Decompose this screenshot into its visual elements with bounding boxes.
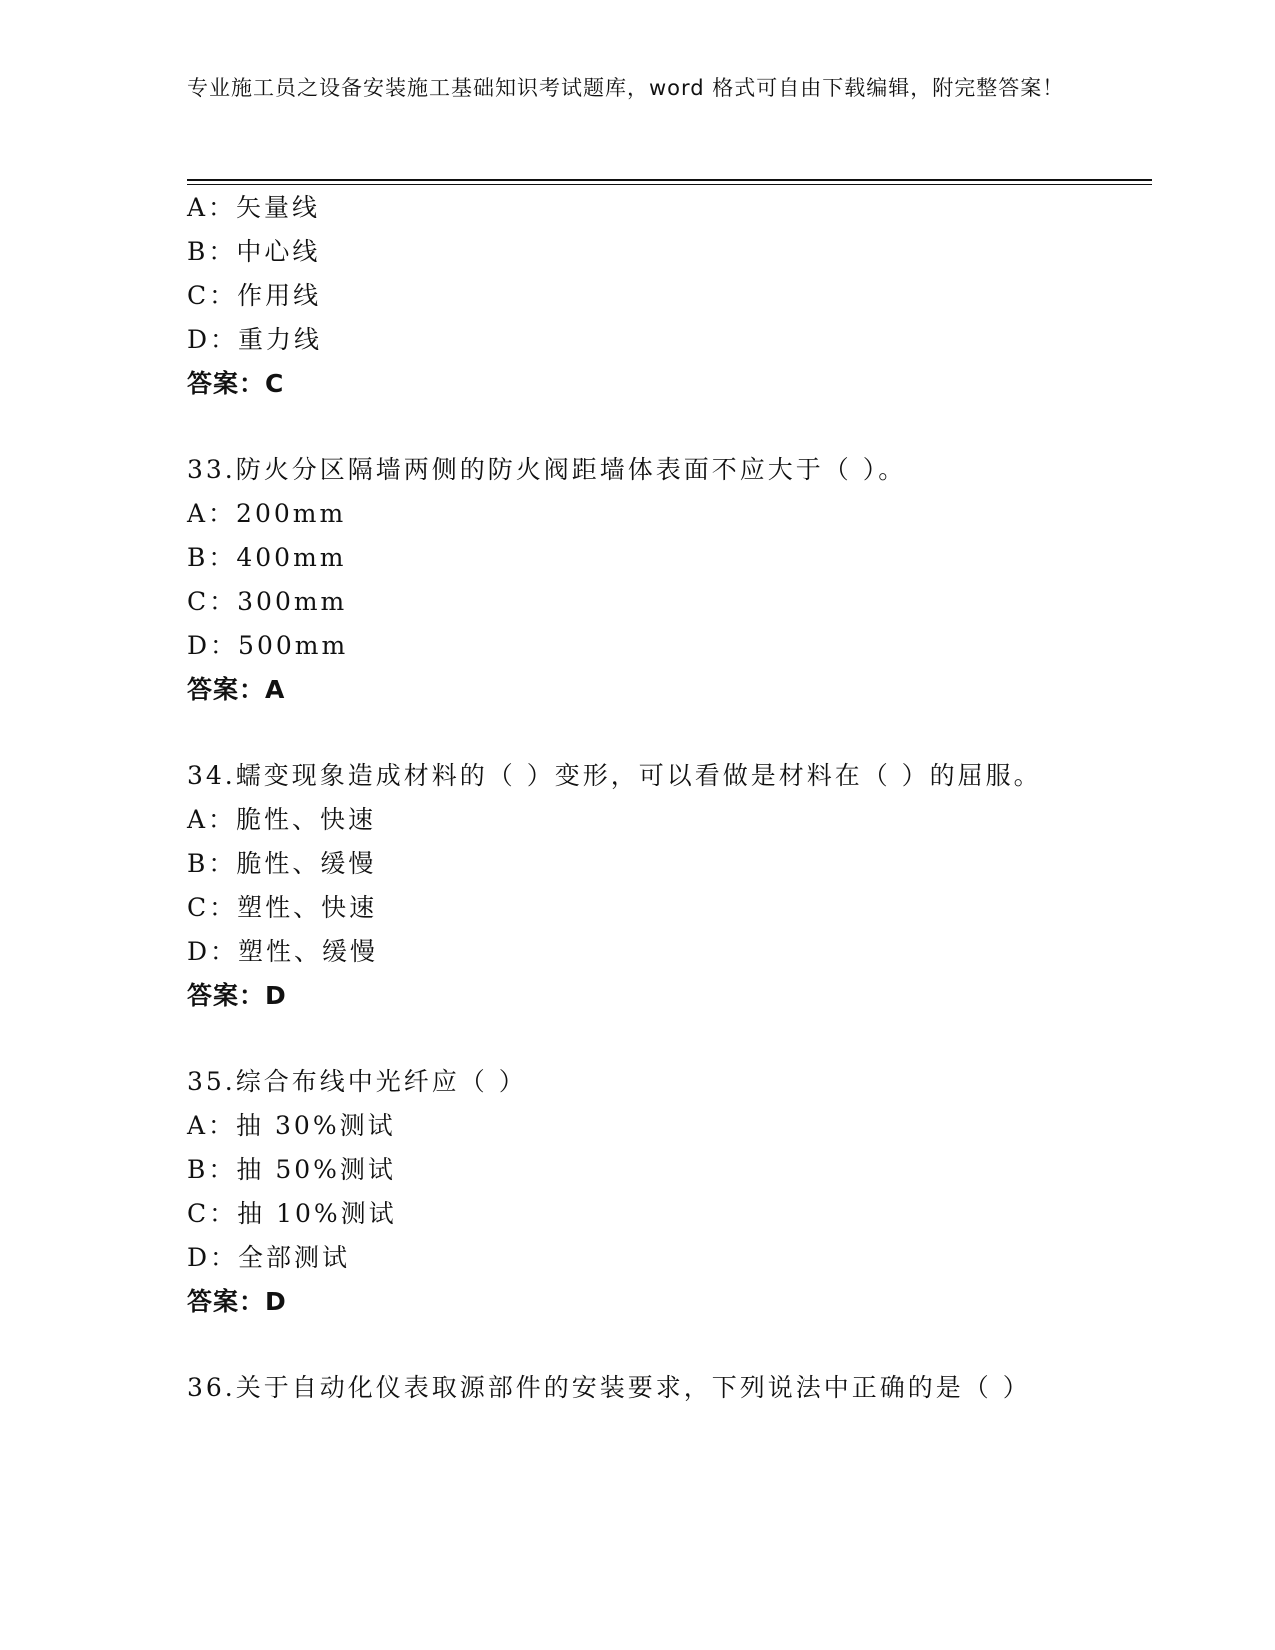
answer-line: 答案：A [187, 675, 286, 704]
option-a: A：脆性、快速 [187, 805, 377, 834]
option-c: C：作用线 [187, 281, 322, 310]
option-d: D：重力线 [187, 325, 323, 354]
question-text: 34.蠕变现象造成材料的（ ）变形，可以看做是材料在（ ）的屈服。 [187, 761, 1042, 790]
option-b: B：抽 50%测试 [187, 1155, 396, 1184]
answer-line: 答案：D [187, 981, 287, 1010]
option-a: A：抽 30%测试 [187, 1111, 396, 1140]
option-a: A：矢量线 [187, 193, 321, 222]
option-c: C：塑性、快速 [187, 893, 378, 922]
header-divider [187, 179, 1152, 181]
option-b: B：400mm [187, 543, 347, 572]
option-b: B：脆性、缓慢 [187, 849, 377, 878]
option-b: B：中心线 [187, 237, 321, 266]
answer-line: 答案：C [187, 369, 285, 398]
option-d: D：塑性、缓慢 [187, 937, 379, 966]
answer-line: 答案：D [187, 1287, 287, 1316]
option-c: C：300mm [187, 587, 348, 616]
header-divider-thin [187, 184, 1152, 185]
question-text: 33.防火分区隔墙两侧的防火阀距墙体表面不应大于（ ）。 [187, 455, 907, 484]
question-text: 36.关于自动化仪表取源部件的安装要求，下列说法中正确的是（ ） [187, 1373, 1031, 1402]
option-c: C：抽 10%测试 [187, 1199, 397, 1228]
option-a: A：200mm [187, 499, 347, 528]
option-d: D：全部测试 [187, 1243, 351, 1272]
option-d: D：500mm [187, 631, 349, 660]
question-text: 35.综合布线中光纤应（ ） [187, 1067, 527, 1096]
document-header-title: 专业施工员之设备安装施工基础知识考试题库，word 格式可自由下载编辑，附完整答案！ [187, 76, 1065, 100]
